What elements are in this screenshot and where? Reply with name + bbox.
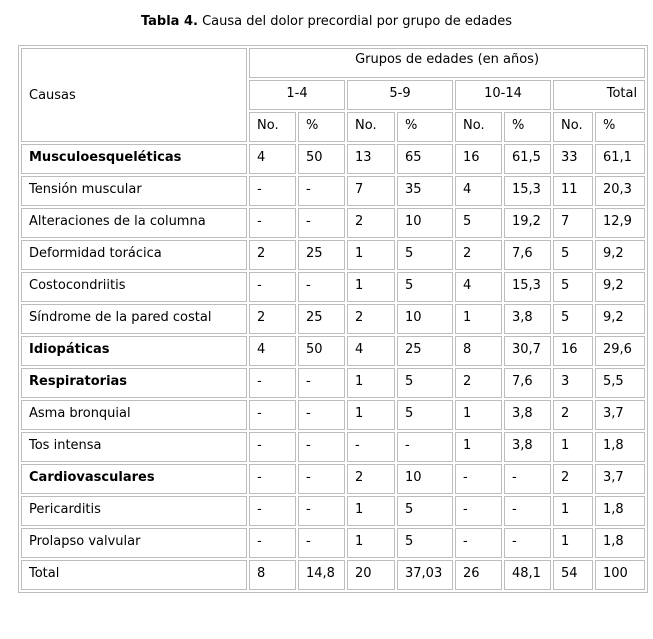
table-row — [21, 240, 645, 270]
percent-cell: - — [298, 496, 345, 526]
count-cell: 11 — [553, 176, 593, 206]
count-cell: 2 — [347, 464, 395, 494]
percent-cell: 5 — [397, 272, 453, 302]
age-group-5-9: 5-9 — [347, 80, 453, 110]
percent-cell: 1,8 — [595, 432, 645, 462]
cause-cell: Tensión muscular — [21, 176, 247, 206]
count-cell: 2 — [553, 464, 593, 494]
percent-cell: - — [298, 176, 345, 206]
subheader-no: No. — [455, 112, 502, 142]
count-cell: 54 — [553, 560, 593, 590]
cause-cell: Tos intensa — [21, 432, 247, 462]
count-cell: 1 — [347, 400, 395, 430]
percent-cell: 9,2 — [595, 272, 645, 302]
table-row — [21, 176, 645, 206]
count-cell: 3 — [553, 368, 593, 398]
percent-cell: - — [298, 272, 345, 302]
count-cell: - — [249, 176, 296, 206]
age-groups-header: Grupos de edades (en años) — [249, 48, 645, 78]
percent-cell: 50 — [298, 144, 345, 174]
percent-cell: 9,2 — [595, 240, 645, 270]
count-cell: - — [455, 496, 502, 526]
count-cell: 1 — [347, 368, 395, 398]
cause-cell: Total — [21, 560, 247, 590]
percent-cell: 25 — [298, 240, 345, 270]
percent-cell: 10 — [397, 208, 453, 238]
table-row — [21, 560, 645, 590]
count-cell: - — [249, 368, 296, 398]
count-cell: 1 — [553, 496, 593, 526]
count-cell: 2 — [249, 304, 296, 334]
count-cell: 2 — [347, 304, 395, 334]
table-row — [21, 144, 645, 174]
percent-cell: 35 — [397, 176, 453, 206]
percent-cell: 10 — [397, 304, 453, 334]
percent-cell: 37,03 — [397, 560, 453, 590]
cause-cell: Alteraciones de la columna — [21, 208, 247, 238]
count-cell: 1 — [347, 240, 395, 270]
count-cell: 4 — [455, 272, 502, 302]
percent-cell: 25 — [397, 336, 453, 366]
count-cell: 26 — [455, 560, 502, 590]
count-cell: - — [455, 464, 502, 494]
cause-cell: Deformidad torácica — [21, 240, 247, 270]
percent-cell: 15,3 — [504, 272, 551, 302]
count-cell: 4 — [347, 336, 395, 366]
percent-cell: - — [298, 208, 345, 238]
percent-cell: 5 — [397, 240, 453, 270]
percent-cell: 5 — [397, 496, 453, 526]
count-cell: 2 — [553, 400, 593, 430]
count-cell: 4 — [455, 176, 502, 206]
count-cell: 2 — [249, 240, 296, 270]
count-cell: 1 — [455, 400, 502, 430]
count-cell: 1 — [347, 496, 395, 526]
subheader-percent: % — [595, 112, 645, 142]
percent-cell: - — [298, 368, 345, 398]
count-cell: 16 — [553, 336, 593, 366]
table-row — [21, 368, 645, 398]
table-row — [21, 496, 645, 526]
count-cell: 7 — [347, 176, 395, 206]
percent-cell: - — [298, 432, 345, 462]
percent-cell: 5 — [397, 368, 453, 398]
percent-cell: - — [298, 400, 345, 430]
count-cell: 8 — [249, 560, 296, 590]
percent-cell: 9,2 — [595, 304, 645, 334]
count-cell: 2 — [455, 368, 502, 398]
percent-cell: 1,8 — [595, 528, 645, 558]
subheader-no: No. — [553, 112, 593, 142]
count-cell: 5 — [553, 304, 593, 334]
cause-cell: Asma bronquial — [21, 400, 247, 430]
count-cell: 1 — [347, 528, 395, 558]
count-cell: 1 — [455, 432, 502, 462]
count-cell: 4 — [249, 336, 296, 366]
percent-cell: 5 — [397, 400, 453, 430]
count-cell: 33 — [553, 144, 593, 174]
percent-cell: - — [298, 464, 345, 494]
percent-cell: 100 — [595, 560, 645, 590]
cause-cell: Idiopáticas — [21, 336, 247, 366]
causes-by-age-table — [18, 45, 648, 593]
percent-cell: 25 — [298, 304, 345, 334]
count-cell: 8 — [455, 336, 502, 366]
table-row — [21, 400, 645, 430]
percent-cell: - — [298, 528, 345, 558]
table-caption — [0, 13, 653, 31]
header-row-groups — [21, 48, 645, 78]
subheader-percent: % — [504, 112, 551, 142]
percent-cell: - — [504, 496, 551, 526]
table-row — [21, 272, 645, 302]
age-group-10-14: 10-14 — [455, 80, 551, 110]
count-cell: - — [249, 272, 296, 302]
percent-cell: 3,8 — [504, 432, 551, 462]
count-cell: 2 — [347, 208, 395, 238]
table-row — [21, 336, 645, 366]
count-cell: 1 — [553, 432, 593, 462]
percent-cell: - — [504, 464, 551, 494]
count-cell: 1 — [455, 304, 502, 334]
percent-cell: 3,8 — [504, 400, 551, 430]
percent-cell: 61,5 — [504, 144, 551, 174]
count-cell: 20 — [347, 560, 395, 590]
percent-cell: 14,8 — [298, 560, 345, 590]
cause-cell: Musculoesqueléticas — [21, 144, 247, 174]
count-cell: 5 — [553, 240, 593, 270]
age-group-total: Total — [553, 80, 645, 110]
count-cell: - — [249, 400, 296, 430]
percent-cell: 7,6 — [504, 240, 551, 270]
percent-cell: 3,7 — [595, 400, 645, 430]
count-cell: - — [249, 464, 296, 494]
percent-cell: 1,8 — [595, 496, 645, 526]
causas-header: Causas — [21, 48, 247, 142]
percent-cell: 30,7 — [504, 336, 551, 366]
table-row — [21, 208, 645, 238]
count-cell: - — [249, 528, 296, 558]
cause-cell: Pericarditis — [21, 496, 247, 526]
count-cell: 4 — [249, 144, 296, 174]
count-cell: 13 — [347, 144, 395, 174]
percent-cell: - — [504, 528, 551, 558]
subheader-no: No. — [347, 112, 395, 142]
percent-cell: 61,1 — [595, 144, 645, 174]
percent-cell: 7,6 — [504, 368, 551, 398]
percent-cell: 3,7 — [595, 464, 645, 494]
percent-cell: 29,6 — [595, 336, 645, 366]
percent-cell: 3,8 — [504, 304, 551, 334]
count-cell: 5 — [553, 272, 593, 302]
subheader-percent: % — [298, 112, 345, 142]
age-group-1-4: 1-4 — [249, 80, 345, 110]
percent-cell: 12,9 — [595, 208, 645, 238]
count-cell: 1 — [347, 272, 395, 302]
count-cell: - — [249, 432, 296, 462]
percent-cell: 10 — [397, 464, 453, 494]
cause-cell: Costocondriitis — [21, 272, 247, 302]
percent-cell: 48,1 — [504, 560, 551, 590]
subheader-percent: % — [397, 112, 453, 142]
cause-cell: Prolapso valvular — [21, 528, 247, 558]
percent-cell: 19,2 — [504, 208, 551, 238]
count-cell: 16 — [455, 144, 502, 174]
cause-cell: Respiratorias — [21, 368, 247, 398]
percent-cell: 5 — [397, 528, 453, 558]
count-cell: - — [249, 496, 296, 526]
count-cell: 5 — [455, 208, 502, 238]
percent-cell: - — [397, 432, 453, 462]
caption-text: Causa del dolor precordial por grupo de edades — [197, 14, 513, 29]
count-cell: 2 — [455, 240, 502, 270]
count-cell: - — [347, 432, 395, 462]
table-row — [21, 528, 645, 558]
percent-cell: 50 — [298, 336, 345, 366]
percent-cell: 20,3 — [595, 176, 645, 206]
table-row — [21, 432, 645, 462]
percent-cell: 65 — [397, 144, 453, 174]
table-row — [21, 304, 645, 334]
cause-cell: Síndrome de la pared costal — [21, 304, 247, 334]
count-cell: - — [455, 528, 502, 558]
count-cell: - — [249, 208, 296, 238]
count-cell: 7 — [553, 208, 593, 238]
percent-cell: 5,5 — [595, 368, 645, 398]
subheader-no: No. — [249, 112, 296, 142]
table-row — [21, 464, 645, 494]
count-cell: 1 — [553, 528, 593, 558]
caption-label: Tabla 4. — [140, 14, 198, 29]
percent-cell: 15,3 — [504, 176, 551, 206]
cause-cell: Cardiovasculares — [21, 464, 247, 494]
